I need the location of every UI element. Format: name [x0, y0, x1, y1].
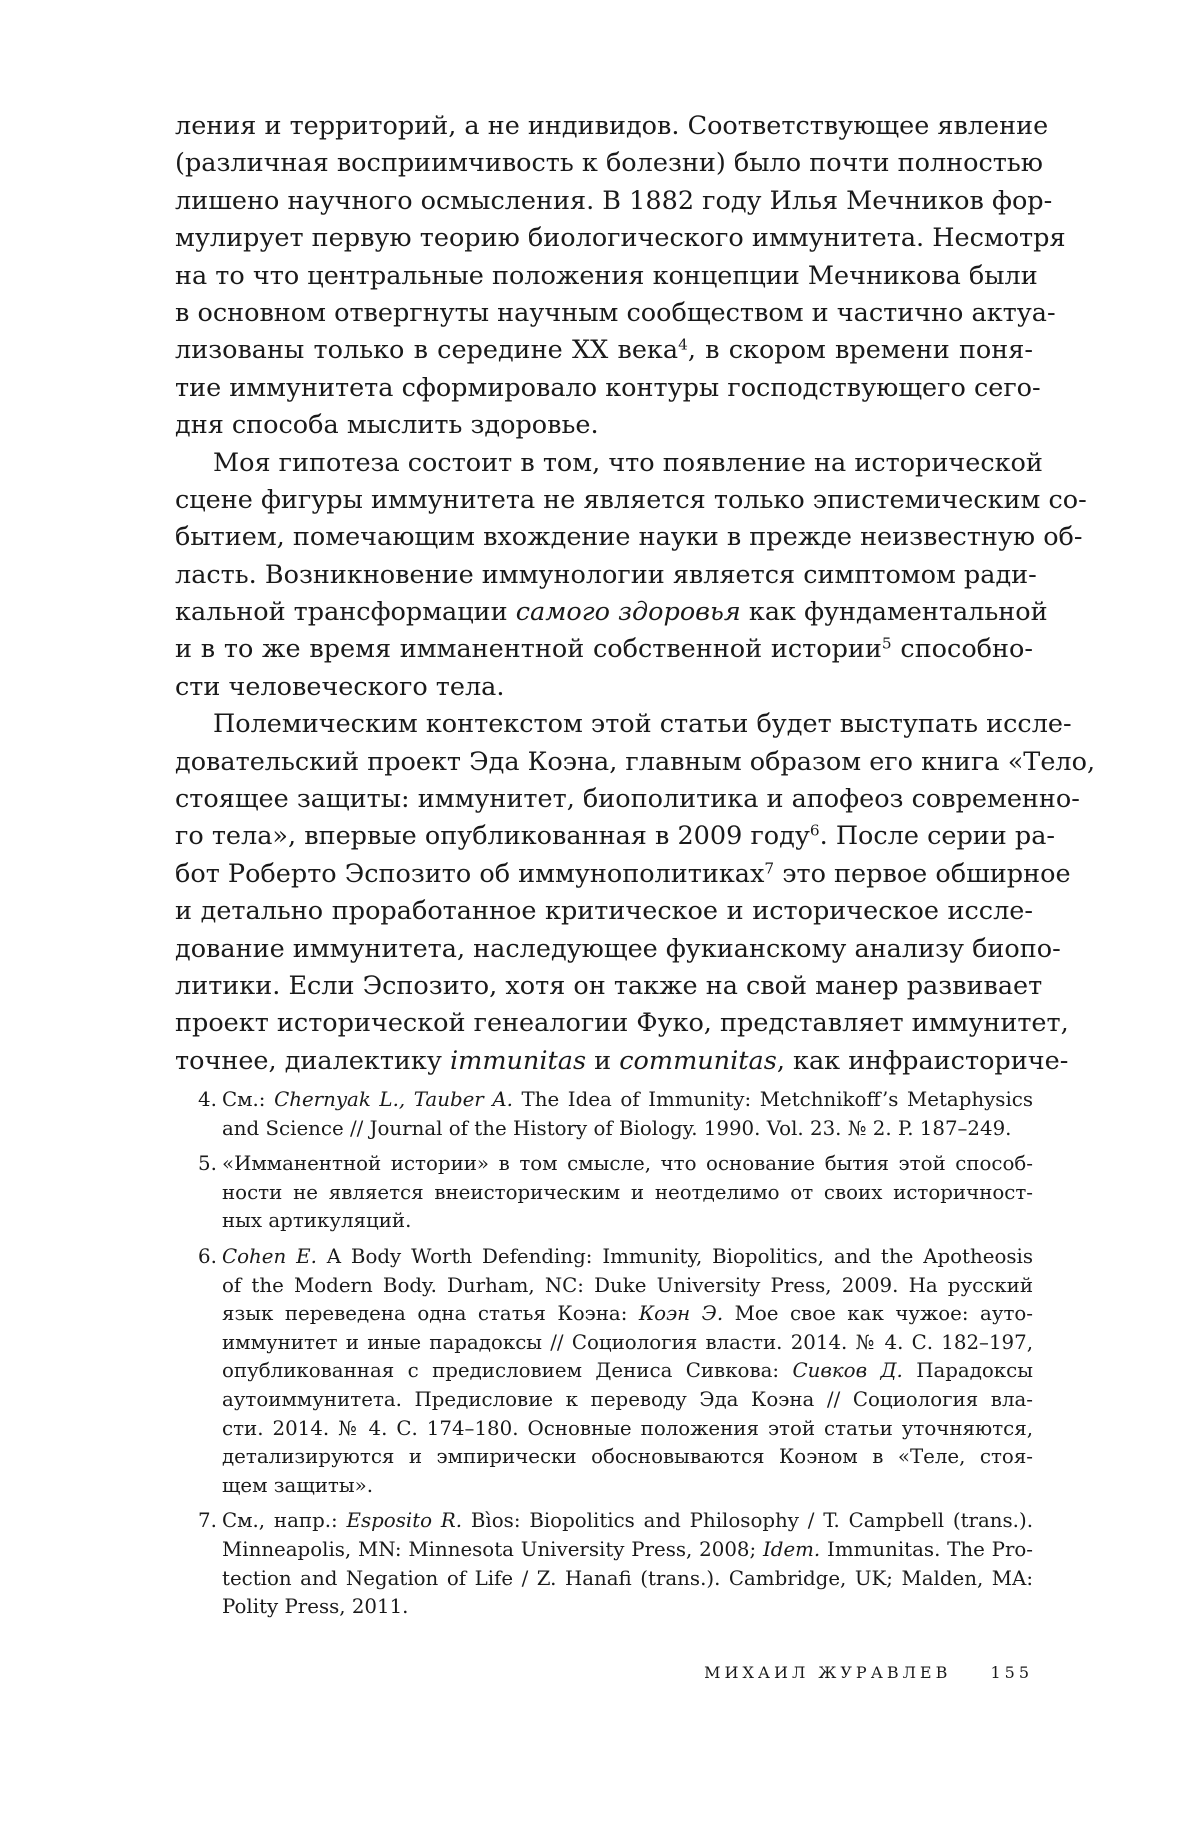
emphasis: самого здоровья	[515, 597, 741, 628]
text-run: лизованы только в середине XX века	[175, 335, 679, 366]
text-line: мулирует первую теорию биологического иммунитета. Несмотря	[175, 223, 1066, 254]
text-line: ления и территорий, а не индивидов. Соответствующее явление	[175, 111, 1049, 141]
text-line: сцене фигуры иммунитета не является только эпистемическим со-	[175, 484, 1087, 515]
text-run: кальной трансформации	[175, 597, 516, 628]
text-run: . После серии ра-	[819, 821, 1056, 852]
text-run: См., напр.:	[222, 1509, 347, 1533]
text-line: дование иммунитета, наследующее фукианскому анализу биопо-	[175, 933, 1061, 964]
text-line: дня способа мыслить здоровье.	[175, 410, 599, 441]
text-line: Полемическим контекстом этой статьи будет выступать иссле-	[213, 709, 1072, 740]
text-line: (различная восприимчивость к болезни) было почти полностью	[175, 148, 1043, 179]
text-run: язык переведена одна статья Коэна:	[222, 1302, 639, 1326]
main-text	[175, 108, 1096, 1080]
emphasis: Esposito R.	[346, 1509, 463, 1533]
text-line	[222, 1243, 1033, 1272]
emphasis: Сивков Д.	[792, 1359, 903, 1383]
footnote-6	[198, 1243, 1033, 1500]
text-line: Моя гипотеза состоит в том, что появление на исторической	[213, 447, 1043, 478]
emphasis: immunitas	[449, 1045, 587, 1076]
emphasis: Коэн Э.	[638, 1302, 724, 1326]
text-run: как фундаментальной	[740, 597, 1048, 628]
text-run: это первое обширное	[774, 858, 1071, 889]
text-run: Immunitas. The Pro-	[820, 1537, 1033, 1561]
text-run: Мое свое как чужое: ауто-	[723, 1302, 1033, 1326]
text-line: тие иммунитета сформировало контуры господствующего сего-	[175, 372, 1041, 403]
footnote-number: 4.	[198, 1088, 217, 1111]
emphasis: Chernyak L., Tauber A.	[274, 1088, 513, 1111]
text-line: of the Modern Body. Durham, NC: Duke University Press, 2009. На русский	[222, 1273, 1033, 1297]
text-line: на то что центральные положения концепции Мечникова были	[175, 260, 1038, 291]
emphasis: communitas	[619, 1045, 777, 1076]
footnote-7	[198, 1507, 1033, 1621]
footnote-4	[198, 1086, 1033, 1143]
footnote-ref-4[interactable]: 4	[678, 335, 688, 354]
paragraph-1	[175, 108, 1066, 445]
text-run: Парадоксы	[902, 1359, 1033, 1383]
text-line: литики. Если Эспозито, хотя он также на свой манер развивает	[175, 970, 1043, 1001]
text-run: и	[586, 1045, 620, 1076]
text-line	[175, 856, 1071, 893]
footnotes	[198, 1086, 1033, 1629]
text-line	[222, 1536, 1033, 1565]
text-line: и детально проработанное критическое и историческое иссле-	[175, 896, 1033, 927]
text-line: бытием, помечающим вхождение науки в прежде неизвестную об-	[175, 522, 1083, 553]
text-line: Polity Press, 2011.	[222, 1595, 409, 1619]
text-run: , в скором времени поня-	[687, 335, 1033, 366]
paragraph-2	[175, 445, 1087, 707]
text-line	[222, 1357, 1033, 1386]
text-line: ласть. Возникновение иммунологии является симптомом ради-	[175, 559, 1037, 590]
emphasis: Cohen E.	[222, 1244, 317, 1268]
text-run: точнее, диалектику	[175, 1045, 450, 1076]
emphasis: Idem.	[762, 1537, 821, 1561]
text-line: and Science // Journal of the History of Biology. 1990. Vol. 23. № 2. P. 187–249.	[222, 1116, 1012, 1140]
text-run: , как инфраисториче-	[776, 1045, 1069, 1076]
text-run: способно-	[891, 634, 1033, 665]
text-line	[222, 1086, 1033, 1115]
text-line	[222, 1300, 1033, 1329]
page-number: 155	[990, 1663, 1033, 1682]
text-line: проект исторической генеалогии Фуко, представляет иммунитет,	[175, 1008, 1069, 1039]
text-run: бот Роберто Эспозито об иммунополитиках	[175, 858, 765, 889]
footnote-ref-5[interactable]: 5	[881, 635, 892, 654]
text-line: иммунитет и иные парадоксы // Социология власти. 2014. № 4. С. 182–197,	[222, 1330, 1033, 1354]
footnote-number: 5.	[198, 1152, 217, 1176]
text-line: стоящее защиты: иммунитет, биополитика и апофеоз современно-	[175, 784, 1080, 815]
footnote-ref-7[interactable]: 7	[764, 859, 775, 878]
text-run: Minneapolis, MN: Minnesota University Press, 2008;	[222, 1537, 763, 1561]
text-line: ных артикуляций.	[222, 1209, 412, 1233]
text-line: довательский проект Эда Коэна, главным образом его книга «Тело,	[175, 746, 1096, 777]
text-line: «Имманентной истории» в том смысле, что основание бытия этой способ-	[222, 1152, 1033, 1176]
text-line: аутоиммунитета. Предисловие к переводу Эда Коэна // Социология вла-	[222, 1387, 1033, 1411]
text-line: сти. 2014. № 4. С. 174–180. Основные положения этой статьи уточняются,	[222, 1416, 1033, 1440]
text-run: опубликованная с предисловием Дениса Сивкова:	[222, 1359, 793, 1383]
text-line	[222, 1507, 1033, 1536]
footnote-ref-6[interactable]: 6	[809, 822, 820, 841]
text-run: го тела», впервые опубликованная в 2009 году	[175, 821, 810, 852]
text-line: в основном отвергнуты научным сообществом и частично актуа-	[175, 297, 1056, 328]
text-line	[175, 1043, 1069, 1080]
text-line: детализируются и эмпирически обосновываются Коэном в «Теле, стоя-	[222, 1445, 1033, 1469]
text-line: лишено научного осмысления. В 1882 году Илья Мечников фор-	[175, 185, 1053, 216]
text-line	[175, 631, 1033, 668]
text-run: A Body Worth Defending: Immunity, Biopolitics, and the Apotheosis	[316, 1244, 1033, 1268]
text-line: сти человеческого тела.	[175, 671, 505, 702]
text-line	[175, 818, 1056, 855]
text-run: и в то же время имманентной собственной истории	[175, 634, 882, 665]
text-line	[175, 594, 1048, 631]
text-run: Bìos: Biopolitics and Philosophy / T. Campbell (trans.).	[462, 1509, 1033, 1533]
running-footer	[704, 1663, 1033, 1682]
paragraph-3	[175, 706, 1096, 1080]
footnote-number: 6.	[198, 1244, 217, 1268]
footnote-5	[198, 1150, 1033, 1236]
footnote-number: 7.	[198, 1509, 217, 1533]
text-line: щем защиты».	[222, 1473, 374, 1497]
text-line	[175, 332, 1033, 369]
text-run: The Idea of Immunity: Metchnikoff’s Metaphysics	[512, 1088, 1033, 1111]
text-line: tection and Negation of Life / Z. Hanafi (trans.). Cambridge, UK; Malden, MA:	[222, 1566, 1033, 1590]
text-run: См.:	[222, 1088, 275, 1111]
text-line: ности не является внеисторическим и неотделимо от своих историчност-	[222, 1180, 1033, 1204]
running-author: МИХАИЛ ЖУРАВЛЕВ	[704, 1663, 952, 1682]
